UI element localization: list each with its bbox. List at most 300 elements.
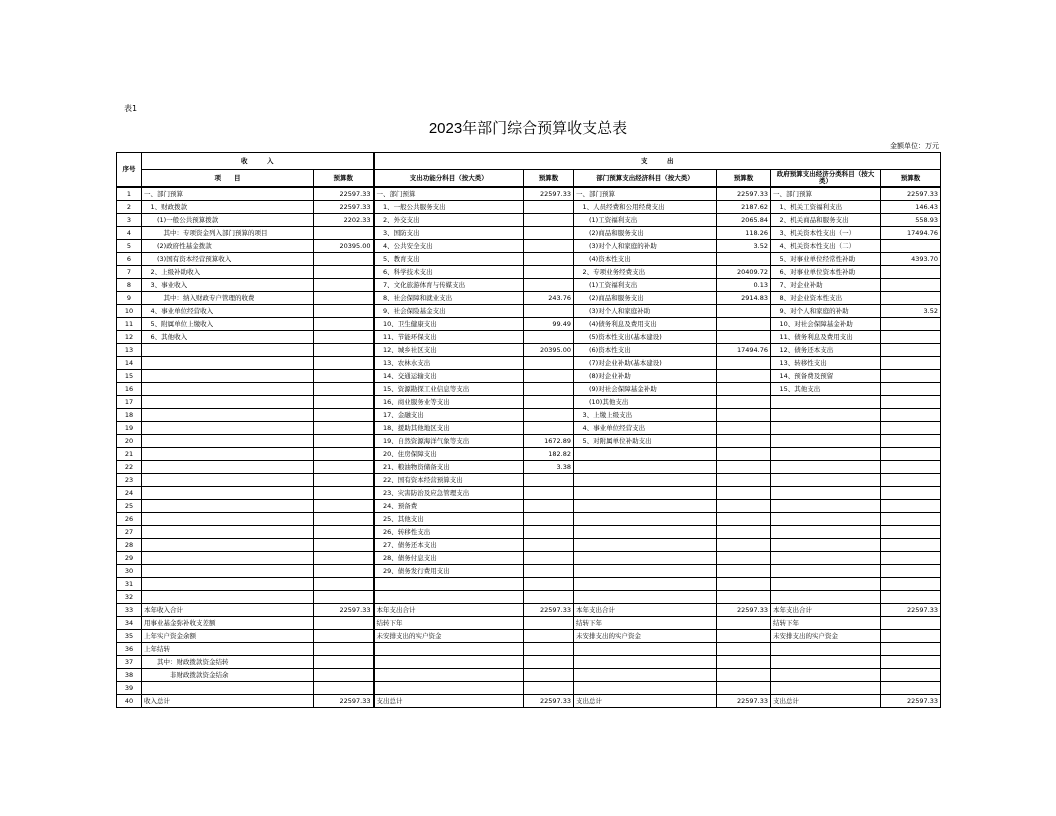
income-budget-cell: 22597.33 <box>314 604 374 617</box>
econ-class-cell: (7)对企业补助(基本建设) <box>574 357 717 370</box>
func-class-cell: 26、转移性支出 <box>374 526 524 539</box>
income-budget-cell <box>314 617 374 630</box>
func-budget-cell <box>524 578 574 591</box>
gov-budget-cell <box>881 370 941 383</box>
func-class-cell <box>374 643 524 656</box>
table-row <box>117 487 941 500</box>
table-row <box>117 435 941 448</box>
gov-budget-cell <box>881 669 941 682</box>
econ-budget-cell: 22597.33 <box>717 604 771 617</box>
econ-class-cell: (3)对个人和家庭补助 <box>574 305 717 318</box>
gov-budget-cell <box>881 656 941 669</box>
income-item-cell: 本年收入合计 <box>142 604 314 617</box>
func-budget-cell <box>524 500 574 513</box>
func-class-cell: 13、农林水支出 <box>374 357 524 370</box>
econ-budget-cell <box>717 409 771 422</box>
income-budget-cell <box>314 253 374 266</box>
income-budget-cell <box>314 331 374 344</box>
gov-econ-class-cell: 11、债务利息及费用支出 <box>771 331 881 344</box>
func-class-cell: 29、债务发行费用支出 <box>374 565 524 578</box>
seq-cell: 27 <box>117 526 142 539</box>
table-row <box>117 279 941 292</box>
econ-class-cell <box>574 565 717 578</box>
econ-class-cell: 2、专项业务经费支出 <box>574 266 717 279</box>
header-row-1 <box>117 153 941 170</box>
gov-budget-cell <box>881 487 941 500</box>
func-class-cell: 17、金融支出 <box>374 409 524 422</box>
income-budget-cell <box>314 305 374 318</box>
income-item-cell: 6、其他收入 <box>142 331 314 344</box>
func-budget-cell: 22597.33 <box>524 604 574 617</box>
func-class-header: 支出功能分科目（按大类） <box>374 170 524 188</box>
income-budget-cell <box>314 435 374 448</box>
income-budget-cell <box>314 513 374 526</box>
seq-cell: 28 <box>117 539 142 552</box>
income-item-cell <box>142 409 314 422</box>
seq-cell: 20 <box>117 435 142 448</box>
econ-budget-cell <box>717 552 771 565</box>
table-row <box>117 409 941 422</box>
func-class-cell: 20、住房保障支出 <box>374 448 524 461</box>
econ-budget-cell <box>717 435 771 448</box>
econ-class-cell: 结转下年 <box>574 617 717 630</box>
gov-budget-cell: 3.52 <box>881 305 941 318</box>
income-budget-cell: 20395.00 <box>314 240 374 253</box>
func-budget-cell <box>524 656 574 669</box>
func-budget-cell <box>524 240 574 253</box>
seq-cell: 23 <box>117 474 142 487</box>
econ-class-cell: 5、对附属单位补助支出 <box>574 435 717 448</box>
func-class-cell: 9、社会保险基金支出 <box>374 305 524 318</box>
income-item-cell <box>142 578 314 591</box>
income-budget-cell <box>314 318 374 331</box>
seq-cell: 13 <box>117 344 142 357</box>
gov-econ-class-cell <box>771 461 881 474</box>
income-budget-cell: 22597.33 <box>314 187 374 201</box>
seq-cell: 11 <box>117 318 142 331</box>
econ-class-cell: (1)工资福利支出 <box>574 279 717 292</box>
econ-budget-cell <box>717 318 771 331</box>
income-item-cell: (2)政府性基金拨款 <box>142 240 314 253</box>
gov-econ-class-cell <box>771 500 881 513</box>
table-row <box>117 669 941 682</box>
gov-budget-cell <box>881 357 941 370</box>
func-class-cell: 8、社会保障和就业支出 <box>374 292 524 305</box>
econ-budget-cell: 22597.33 <box>717 695 771 708</box>
seq-cell: 26 <box>117 513 142 526</box>
econ-budget-cell: 0.13 <box>717 279 771 292</box>
seq-cell: 8 <box>117 279 142 292</box>
table-row <box>117 266 941 279</box>
gov-budget-cell: 22597.33 <box>881 187 941 201</box>
func-class-cell: 28、债务付息支出 <box>374 552 524 565</box>
econ-budget-cell <box>717 539 771 552</box>
econ-budget-cell <box>717 617 771 630</box>
income-item-cell <box>142 357 314 370</box>
income-budget-cell <box>314 448 374 461</box>
econ-budget-cell <box>717 513 771 526</box>
gov-econ-class-cell: 12、债务还本支出 <box>771 344 881 357</box>
econ-class-cell <box>574 526 717 539</box>
gov-budget-cell <box>881 422 941 435</box>
gov-econ-class-cell: 支出总计 <box>771 695 881 708</box>
income-budget-cell <box>314 409 374 422</box>
seq-cell: 24 <box>117 487 142 500</box>
func-budget-cell: 182.82 <box>524 448 574 461</box>
gov-budget-cell <box>881 617 941 630</box>
gov-econ-class-cell: 13、转移性支出 <box>771 357 881 370</box>
gov-budget-header: 预算数 <box>881 170 941 188</box>
gov-econ-class-cell <box>771 591 881 604</box>
gov-budget-cell <box>881 578 941 591</box>
func-class-cell: 6、科学技术支出 <box>374 266 524 279</box>
func-budget-cell: 22597.33 <box>524 695 574 708</box>
income-budget-cell <box>314 227 374 240</box>
table-row <box>117 422 941 435</box>
gov-budget-cell: 146.43 <box>881 201 941 214</box>
income-item-cell <box>142 565 314 578</box>
func-budget-cell <box>524 682 574 695</box>
func-budget-header: 预算数 <box>524 170 574 188</box>
gov-econ-class-cell <box>771 643 881 656</box>
table-row <box>117 591 941 604</box>
econ-class-cell <box>574 682 717 695</box>
budget-summary-table <box>116 152 941 708</box>
item-header: 项 目 <box>142 170 314 188</box>
func-class-cell: 5、教育支出 <box>374 253 524 266</box>
table-row <box>117 305 941 318</box>
table-row <box>117 331 941 344</box>
gov-budget-cell <box>881 682 941 695</box>
func-budget-cell <box>524 474 574 487</box>
econ-class-cell: 一、部门预算 <box>574 187 717 201</box>
seq-cell: 5 <box>117 240 142 253</box>
econ-budget-cell <box>717 370 771 383</box>
econ-class-cell: (10)其他支出 <box>574 396 717 409</box>
econ-budget-cell <box>717 357 771 370</box>
func-class-cell: 22、国有资本经营预算支出 <box>374 474 524 487</box>
econ-class-cell <box>574 487 717 500</box>
econ-class-cell: 1、人员经费和公用经费支出 <box>574 201 717 214</box>
income-item-cell <box>142 396 314 409</box>
table-row <box>117 370 941 383</box>
func-class-cell: 支出总计 <box>374 695 524 708</box>
func-budget-cell: 1672.89 <box>524 435 574 448</box>
table-row <box>117 617 941 630</box>
func-budget-cell <box>524 370 574 383</box>
econ-class-header: 部门预算支出经济科目（按大类） <box>574 170 717 188</box>
econ-budget-header: 预算数 <box>717 170 771 188</box>
func-class-cell: 11、节能环保支出 <box>374 331 524 344</box>
table-body <box>117 187 941 708</box>
econ-class-cell <box>574 474 717 487</box>
gov-budget-cell <box>881 240 941 253</box>
income-budget-cell <box>314 565 374 578</box>
income-budget-cell <box>314 669 374 682</box>
func-class-cell: 19、自然资源海洋气象等支出 <box>374 435 524 448</box>
table-row <box>117 643 941 656</box>
econ-budget-cell <box>717 591 771 604</box>
gov-budget-cell <box>881 435 941 448</box>
econ-class-cell <box>574 461 717 474</box>
gov-budget-cell <box>881 526 941 539</box>
table-row <box>117 240 941 253</box>
func-budget-cell <box>524 227 574 240</box>
income-item-cell <box>142 513 314 526</box>
econ-budget-cell <box>717 461 771 474</box>
gov-econ-class-cell <box>771 422 881 435</box>
income-item-cell: 其中：纳入财政专户管理的收费 <box>142 292 314 305</box>
table-row <box>117 656 941 669</box>
gov-econ-class-cell: 6、对事业单位资本性补助 <box>771 266 881 279</box>
gov-budget-cell <box>881 539 941 552</box>
income-item-cell: 其中：财政拨款资金结转 <box>142 656 314 669</box>
income-item-cell: 上年结转 <box>142 643 314 656</box>
func-budget-cell <box>524 552 574 565</box>
func-class-cell: 本年支出合计 <box>374 604 524 617</box>
income-budget-cell <box>314 643 374 656</box>
gov-budget-cell <box>881 292 941 305</box>
func-class-cell: 12、城乡社区支出 <box>374 344 524 357</box>
income-budget-cell <box>314 474 374 487</box>
func-budget-cell: 20395.00 <box>524 344 574 357</box>
func-class-cell <box>374 656 524 669</box>
func-class-cell: 结转下年 <box>374 617 524 630</box>
income-budget-cell <box>314 552 374 565</box>
econ-class-cell: 支出总计 <box>574 695 717 708</box>
gov-econ-class-cell: 2、机关商品和服务支出 <box>771 214 881 227</box>
income-header: 收 入 <box>142 153 374 170</box>
seq-cell: 25 <box>117 500 142 513</box>
econ-class-cell <box>574 513 717 526</box>
econ-budget-cell <box>717 578 771 591</box>
econ-class-cell: (2)商品和服务支出 <box>574 292 717 305</box>
econ-class-cell <box>574 591 717 604</box>
econ-budget-cell <box>717 474 771 487</box>
econ-class-cell: (8)对企业补助 <box>574 370 717 383</box>
table-row <box>117 682 941 695</box>
econ-class-cell <box>574 552 717 565</box>
econ-budget-cell: 17494.76 <box>717 344 771 357</box>
econ-budget-cell: 20409.72 <box>717 266 771 279</box>
income-budget-cell: 2202.33 <box>314 214 374 227</box>
seq-cell: 12 <box>117 331 142 344</box>
gov-budget-cell: 17494.76 <box>881 227 941 240</box>
income-budget-cell: 22597.33 <box>314 695 374 708</box>
income-item-cell <box>142 344 314 357</box>
gov-budget-cell <box>881 344 941 357</box>
table-row <box>117 292 941 305</box>
econ-budget-cell <box>717 396 771 409</box>
seq-cell: 16 <box>117 383 142 396</box>
table-row <box>117 474 941 487</box>
expense-header: 支 出 <box>374 153 941 170</box>
gov-econ-class-cell: 7、对企业补助 <box>771 279 881 292</box>
func-budget-cell: 22597.33 <box>524 187 574 201</box>
gov-econ-class-cell <box>771 669 881 682</box>
func-class-cell: 3、国防支出 <box>374 227 524 240</box>
gov-budget-cell <box>881 513 941 526</box>
income-item-cell <box>142 539 314 552</box>
seq-cell: 18 <box>117 409 142 422</box>
income-item-cell <box>142 500 314 513</box>
income-item-cell: (1)一般公共预算拨款 <box>142 214 314 227</box>
econ-budget-cell <box>717 448 771 461</box>
econ-class-cell <box>574 643 717 656</box>
econ-class-cell: (3)对个人和家庭的补助 <box>574 240 717 253</box>
gov-econ-class-cell: 结转下年 <box>771 617 881 630</box>
table-row <box>117 396 941 409</box>
table-row <box>117 526 941 539</box>
gov-econ-class-cell <box>771 396 881 409</box>
func-class-cell <box>374 591 524 604</box>
seq-cell: 15 <box>117 370 142 383</box>
income-item-cell: 一、部门预算 <box>142 187 314 201</box>
gov-econ-class-cell <box>771 565 881 578</box>
func-budget-cell <box>524 266 574 279</box>
gov-budget-cell <box>881 630 941 643</box>
func-class-cell: 14、交通运输支出 <box>374 370 524 383</box>
econ-budget-cell <box>717 643 771 656</box>
table-row <box>117 500 941 513</box>
econ-budget-cell <box>717 656 771 669</box>
gov-budget-cell <box>881 474 941 487</box>
income-item-cell <box>142 383 314 396</box>
header-row-2 <box>117 170 941 188</box>
income-item-cell: 收入总计 <box>142 695 314 708</box>
func-budget-cell: 3.38 <box>524 461 574 474</box>
econ-budget-cell: 2065.84 <box>717 214 771 227</box>
seq-cell: 34 <box>117 617 142 630</box>
document-title: 2023年部门综合预算收支总表 <box>428 120 628 137</box>
gov-econ-class-cell <box>771 435 881 448</box>
seq-cell: 4 <box>117 227 142 240</box>
seq-cell: 37 <box>117 656 142 669</box>
func-budget-cell <box>524 214 574 227</box>
gov-econ-class-cell <box>771 552 881 565</box>
econ-budget-cell <box>717 383 771 396</box>
gov-econ-class-header: 政府预算支出经济分类科目（按大类） <box>771 170 881 188</box>
gov-econ-class-cell: 本年支出合计 <box>771 604 881 617</box>
table-row <box>117 201 941 214</box>
econ-class-cell: (1)工资福利支出 <box>574 214 717 227</box>
func-class-cell: 7、文化旅游体育与传媒支出 <box>374 279 524 292</box>
income-budget-cell <box>314 578 374 591</box>
econ-budget-cell <box>717 487 771 500</box>
func-class-cell: 未安排支出的实户资金 <box>374 630 524 643</box>
gov-budget-cell <box>881 552 941 565</box>
seq-cell: 22 <box>117 461 142 474</box>
func-class-cell: 21、粮油物资储备支出 <box>374 461 524 474</box>
income-item-cell <box>142 461 314 474</box>
econ-budget-cell <box>717 253 771 266</box>
econ-budget-cell <box>717 682 771 695</box>
econ-class-cell <box>574 656 717 669</box>
seq-cell: 9 <box>117 292 142 305</box>
income-budget-cell <box>314 279 374 292</box>
income-budget-cell: 22597.33 <box>314 201 374 214</box>
func-class-cell: 1、一般公共服务支出 <box>374 201 524 214</box>
econ-budget-cell: 3.52 <box>717 240 771 253</box>
table-row <box>117 227 941 240</box>
gov-econ-class-cell <box>771 539 881 552</box>
income-budget-cell <box>314 292 374 305</box>
gov-budget-cell <box>881 448 941 461</box>
income-item-cell: 非财政拨款资金结余 <box>142 669 314 682</box>
table-row <box>117 552 941 565</box>
seq-cell: 14 <box>117 357 142 370</box>
income-item-cell: 4、事业单位经营收入 <box>142 305 314 318</box>
table-row <box>117 253 941 266</box>
seq-header: 序号 <box>117 153 142 188</box>
func-class-cell: 24、预备费 <box>374 500 524 513</box>
econ-budget-cell <box>717 565 771 578</box>
gov-econ-class-cell <box>771 682 881 695</box>
func-budget-cell <box>524 253 574 266</box>
gov-econ-class-cell: 5、对事业单位经常性补助 <box>771 253 881 266</box>
income-budget-cell <box>314 526 374 539</box>
table-row <box>117 513 941 526</box>
econ-budget-cell: 2187.62 <box>717 201 771 214</box>
func-budget-cell <box>524 591 574 604</box>
econ-class-cell: (6)资本性支出 <box>574 344 717 357</box>
func-class-cell: 4、公共安全支出 <box>374 240 524 253</box>
econ-budget-cell <box>717 669 771 682</box>
econ-class-cell: (5)资本性支出(基本建设) <box>574 331 717 344</box>
table-number-label: 表1 <box>124 104 138 113</box>
econ-class-cell: (9)对社会保障基金补助 <box>574 383 717 396</box>
income-item-cell <box>142 422 314 435</box>
table-row <box>117 448 941 461</box>
econ-class-cell: 3、上缴上级支出 <box>574 409 717 422</box>
gov-budget-cell: 22597.33 <box>881 695 941 708</box>
func-budget-cell <box>524 669 574 682</box>
func-budget-cell <box>524 526 574 539</box>
income-item-cell <box>142 487 314 500</box>
econ-class-cell: 4、事业单位经营支出 <box>574 422 717 435</box>
gov-econ-class-cell <box>771 487 881 500</box>
seq-cell: 29 <box>117 552 142 565</box>
econ-class-cell: 未安排支出的实户资金 <box>574 630 717 643</box>
income-budget-cell <box>314 357 374 370</box>
table-row <box>117 565 941 578</box>
func-budget-cell <box>524 331 574 344</box>
gov-econ-class-cell: 未安排支出的实户资金 <box>771 630 881 643</box>
gov-econ-class-cell <box>771 513 881 526</box>
func-budget-cell <box>524 357 574 370</box>
table-row <box>117 318 941 331</box>
gov-budget-cell <box>881 266 941 279</box>
gov-econ-class-cell: 3、机关资本性支出（一） <box>771 227 881 240</box>
table-row <box>117 695 941 708</box>
gov-budget-cell <box>881 565 941 578</box>
income-item-cell: 1、财政拨款 <box>142 201 314 214</box>
func-budget-cell <box>524 487 574 500</box>
income-budget-cell <box>314 487 374 500</box>
gov-budget-cell <box>881 591 941 604</box>
gov-econ-class-cell <box>771 526 881 539</box>
table-row <box>117 630 941 643</box>
gov-budget-cell: 22597.33 <box>881 604 941 617</box>
seq-cell: 40 <box>117 695 142 708</box>
table-row <box>117 357 941 370</box>
func-class-cell <box>374 682 524 695</box>
func-budget-cell <box>524 617 574 630</box>
gov-econ-class-cell: 15、其他支出 <box>771 383 881 396</box>
income-budget-cell <box>314 682 374 695</box>
gov-econ-class-cell <box>771 474 881 487</box>
econ-budget-cell <box>717 526 771 539</box>
